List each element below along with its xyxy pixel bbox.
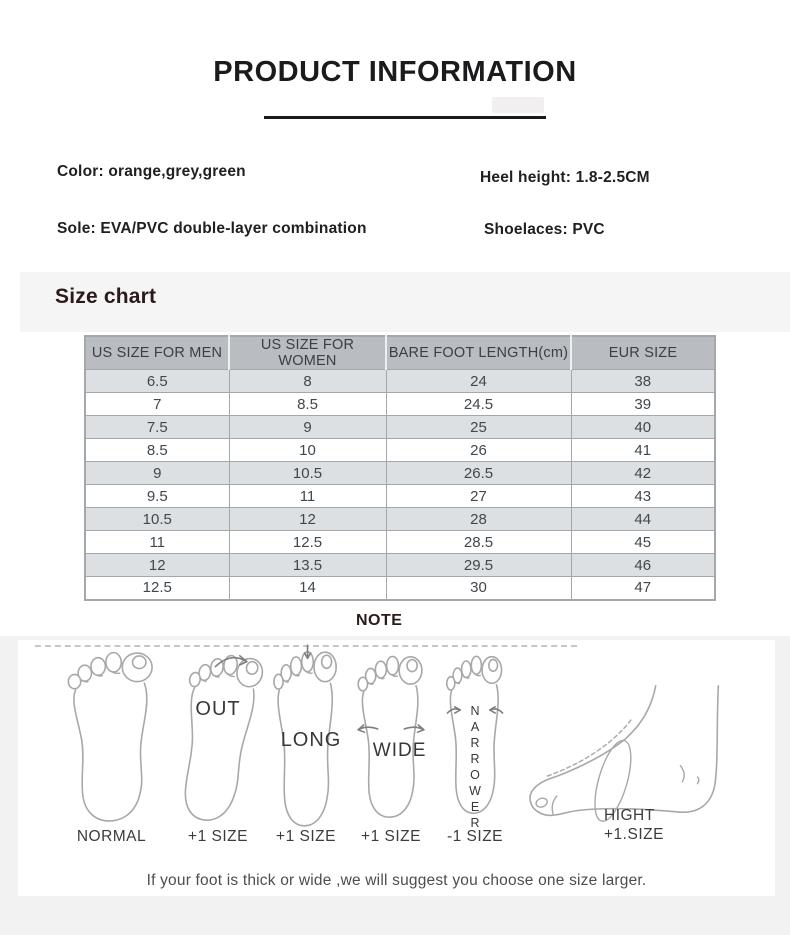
table-cell-foot-length: 26 xyxy=(386,439,571,462)
table-cell-us-men: 11 xyxy=(85,531,229,554)
foot-inner-label: NARROWER xyxy=(468,704,482,832)
table-cell-foot-length: 26.5 xyxy=(386,462,571,485)
table-row xyxy=(85,508,715,531)
foot-size-label: +1 SIZE xyxy=(188,828,248,845)
foot-diagram-long xyxy=(264,647,348,845)
column-header-eur-size: EUR SIZE xyxy=(571,336,715,370)
table-cell-eur-size: 42 xyxy=(571,462,715,485)
table-cell-foot-length: 30 xyxy=(386,577,571,600)
note-card xyxy=(18,640,775,896)
foot-inner-label: LONG xyxy=(280,729,342,751)
attr-heel-height: Heel height: 1.8-2.5CM xyxy=(480,169,650,186)
table-row xyxy=(85,554,715,577)
table-cell-eur-size: 40 xyxy=(571,416,715,439)
foot-size-label: +1 SIZE xyxy=(361,828,421,845)
note-heading: NOTE xyxy=(356,612,403,629)
table-cell-us-women: 11 xyxy=(229,485,386,508)
table-cell-us-men: 9 xyxy=(85,462,229,485)
title-underline xyxy=(264,116,546,119)
table-row xyxy=(85,370,715,393)
page-title: PRODUCT INFORMATION xyxy=(213,56,577,88)
table-row xyxy=(85,485,715,508)
table-row xyxy=(85,462,715,485)
table-cell-eur-size: 38 xyxy=(571,370,715,393)
table-cell-us-women: 8 xyxy=(229,370,386,393)
table-cell-eur-size: 46 xyxy=(571,554,715,577)
foot-diagram-out xyxy=(170,650,266,845)
table-cell-foot-length: 24 xyxy=(386,370,571,393)
watermark xyxy=(492,97,544,113)
table-row xyxy=(85,577,715,600)
table-row xyxy=(85,439,715,462)
table-cell-foot-length: 25 xyxy=(386,416,571,439)
table-cell-us-women: 9 xyxy=(229,416,386,439)
table-cell-eur-size: 45 xyxy=(571,531,715,554)
foot-inner-label: WIDE xyxy=(372,740,427,761)
table-cell-eur-size: 47 xyxy=(571,577,715,600)
table-cell-us-men: 10.5 xyxy=(85,508,229,531)
size-chart-band xyxy=(20,272,790,332)
table-cell-foot-length: 28 xyxy=(386,508,571,531)
foot-outline-icon xyxy=(55,648,168,826)
attr-shoelaces: Shoelaces: PVC xyxy=(484,221,605,238)
note-section xyxy=(0,636,790,935)
foot-diagram-normal xyxy=(55,648,168,845)
table-cell-us-women: 14 xyxy=(229,577,386,600)
attr-color: Color: orange,grey,green xyxy=(57,163,246,180)
column-header-us-women: US SIZE FOR WOMEN xyxy=(229,336,386,370)
table-cell-us-women: 10.5 xyxy=(229,462,386,485)
table-cell-us-women: 12.5 xyxy=(229,531,386,554)
table-cell-us-men: 6.5 xyxy=(85,370,229,393)
table-cell-us-men: 12.5 xyxy=(85,577,229,600)
size-chart-heading: Size chart xyxy=(55,285,157,308)
foot-outline-icon xyxy=(348,652,434,822)
size-chart-table xyxy=(84,335,716,601)
foot-size-label: -1 SIZE xyxy=(446,828,504,845)
table-header-row xyxy=(85,336,715,370)
table-cell-foot-length: 24.5 xyxy=(386,393,571,416)
size-tip: If your foot is thick or wide ,we will suggest you choose one size larger. xyxy=(146,872,647,889)
table-cell-eur-size: 44 xyxy=(571,508,715,531)
foot-size-label: HIGHT +1.SIZE xyxy=(604,807,664,844)
table-cell-us-men: 7.5 xyxy=(85,416,229,439)
table-row xyxy=(85,393,715,416)
table-cell-us-men: 9.5 xyxy=(85,485,229,508)
table-row xyxy=(85,416,715,439)
table-row xyxy=(85,531,715,554)
foot-diagram-wide xyxy=(348,652,434,845)
table-cell-foot-length: 29.5 xyxy=(386,554,571,577)
table-cell-us-men: 8.5 xyxy=(85,439,229,462)
table-cell-us-men: 7 xyxy=(85,393,229,416)
column-header-foot-length: BARE FOOT LENGTH(cm) xyxy=(386,336,571,370)
table-cell-us-women: 10 xyxy=(229,439,386,462)
foot-outline-icon xyxy=(170,650,266,826)
table-cell-us-men: 12 xyxy=(85,554,229,577)
table-cell-eur-size: 43 xyxy=(571,485,715,508)
table-cell-foot-length: 27 xyxy=(386,485,571,508)
table-cell-eur-size: 39 xyxy=(571,393,715,416)
foot-diagram-hight xyxy=(516,682,744,844)
foot-size-label: NORMAL xyxy=(76,828,147,845)
foot-size-label: +1 SIZE xyxy=(276,828,336,845)
table-cell-us-women: 13.5 xyxy=(229,554,386,577)
column-header-us-men: US SIZE FOR MEN xyxy=(85,336,229,370)
table-cell-us-women: 8.5 xyxy=(229,393,386,416)
foot-inner-label: OUT xyxy=(195,698,241,720)
table-cell-eur-size: 41 xyxy=(571,439,715,462)
table-cell-us-women: 12 xyxy=(229,508,386,531)
table-cell-foot-length: 28.5 xyxy=(386,531,571,554)
attr-sole: Sole: EVA/PVC double-layer combination xyxy=(57,220,367,237)
foot-diagram-narrower xyxy=(438,652,512,845)
